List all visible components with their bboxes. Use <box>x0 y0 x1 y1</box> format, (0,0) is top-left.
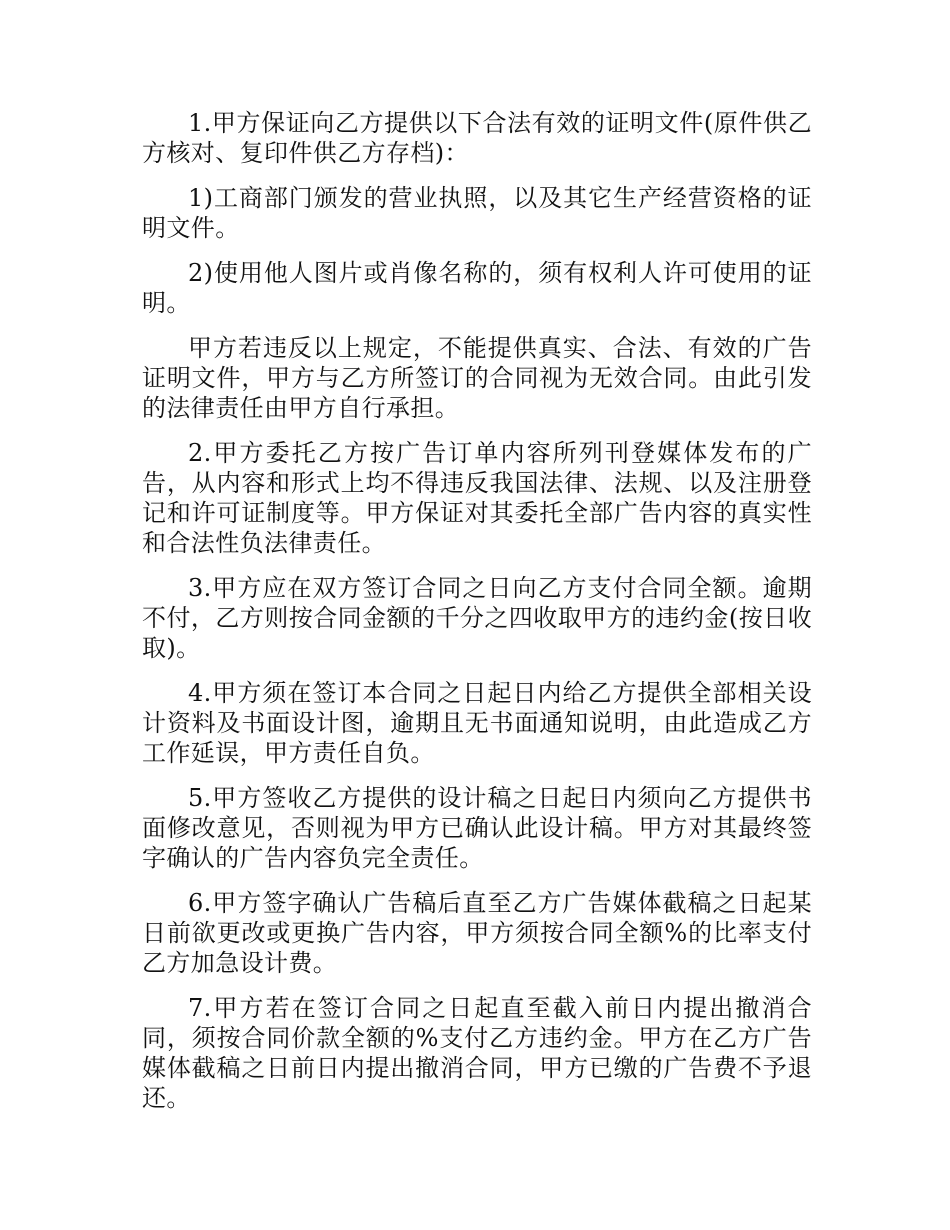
paragraph-10: 7.甲方若在签订合同之日起直至截入前日内提出撤消合同，须按合同价款全额的%支付乙方违约金。甲方在乙方广告媒体截稿之日前日内提出撤消合同，甲方已缴的广告费不予退还。 <box>142 994 812 1112</box>
document-body <box>142 108 812 1128</box>
paragraph-8: 5.甲方签收乙方提供的设计稿之日起日内须向乙方提供书面修改意见，否则视为甲方已确认此设计稿。甲方对其最终签字确认的广告内容负完全责任。 <box>142 784 812 872</box>
paragraph-3: 2)使用他人图片或肖像名称的，须有权利人许可使用的证明。 <box>142 259 812 317</box>
paragraph-9: 6.甲方签字确认广告稿后直至乙方广告媒体截稿之日起某日前欲更改或更换广告内容，甲方须按合同全额%的比率支付乙方加急设计费。 <box>142 889 812 977</box>
paragraph-4: 甲方若违反以上规定，不能提供真实、合法、有效的广告证明文件，甲方与乙方所签订的合同视为无效合同。由此引发的法律责任由甲方自行承担。 <box>142 334 812 422</box>
paragraph-6: 3.甲方应在双方签订合同之日向乙方支付合同全额。逾期不付，乙方则按合同金额的千分之四收取甲方的违约金(按日收取)。 <box>142 574 812 662</box>
paragraph-1: 1.甲方保证向乙方提供以下合法有效的证明文件(原件供乙方核对、复印件供乙方存档)： <box>142 109 812 167</box>
paragraph-7: 4.甲方须在签订本合同之日起日内给乙方提供全部相关设计资料及书面设计图，逾期且无书面通知说明，由此造成乙方工作延误，甲方责任自负。 <box>142 679 812 767</box>
paragraph-5: 2.甲方委托乙方按广告订单内容所列刊登媒体发布的广告，从内容和形式上均不得违反我国法律、法规、以及注册登记和许可证制度等。甲方保证对其委托全部广告内容的真实性和合法性负法律责任。 <box>142 439 812 557</box>
paragraph-2: 1)工商部门颁发的营业执照，以及其它生产经营资格的证明文件。 <box>142 184 812 242</box>
